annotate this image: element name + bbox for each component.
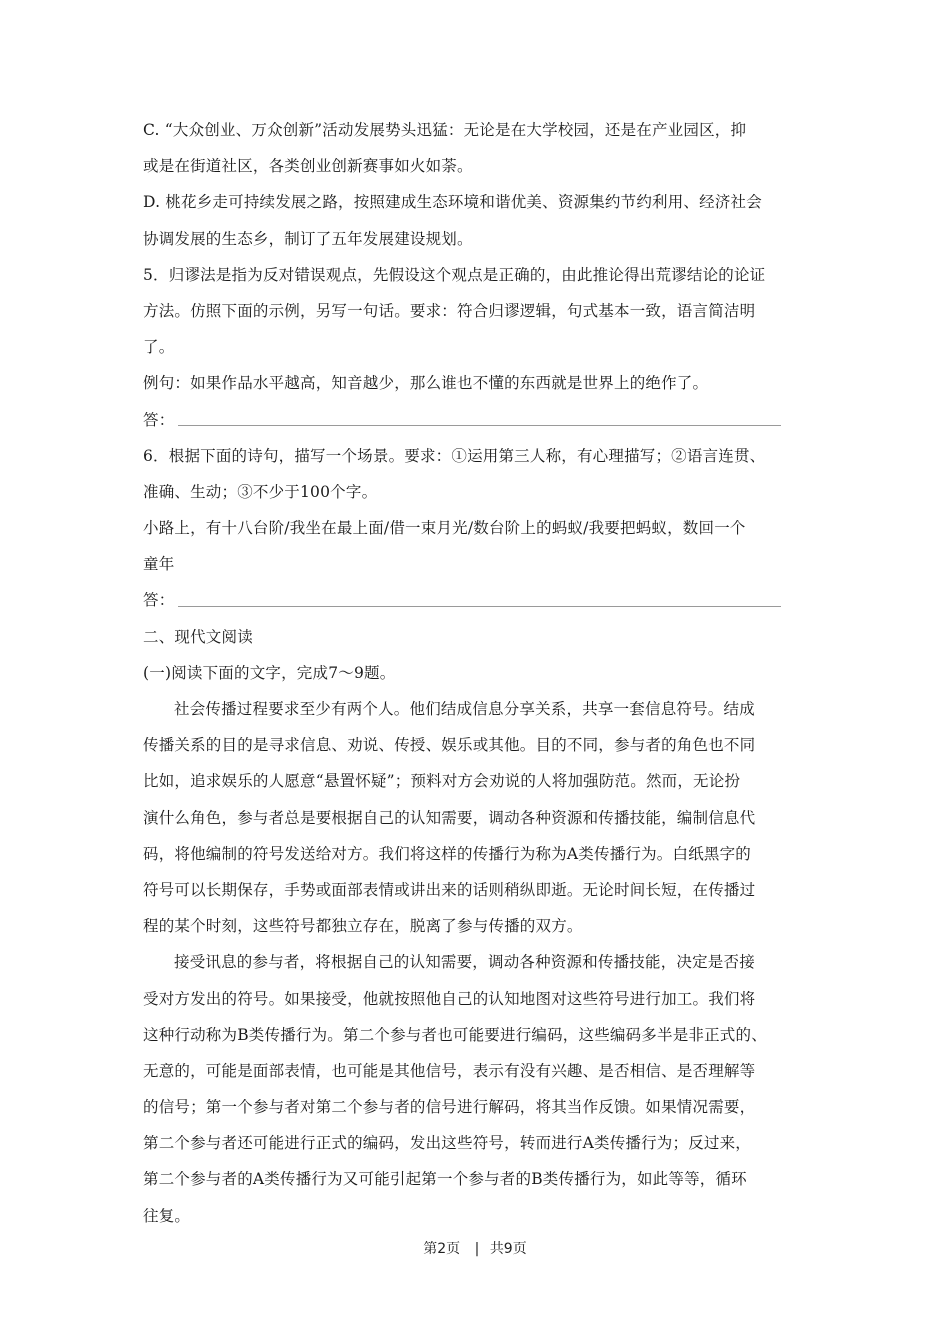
subsection-title: (一)阅读下面的文字，完成7～9题。 <box>143 663 396 682</box>
paragraph-line: 无意的，可能是面部表情，也可能是其他信号，表示有没有兴趣、是否相信、是否理解等 <box>143 1061 756 1080</box>
paragraph-line: 第二个参与者的A类传播行为又可能引起第一个参与者的B类传播行为，如此等等，循环 <box>143 1170 747 1189</box>
reading-paragraph-2 <box>143 944 809 1234</box>
answer-underline[interactable] <box>178 425 781 426</box>
answer-label: 答： <box>143 591 175 610</box>
section-title: 二、现代文阅读 <box>143 627 253 646</box>
option-d <box>143 184 809 256</box>
answer-label: 答： <box>143 410 175 429</box>
option-c <box>143 112 809 184</box>
poem-text: 童年 <box>143 555 175 574</box>
text-line: D. 桃花乡走可持续发展之路，按照建成生态环境和谐优美、资源集约节约利用、经济社会 <box>143 193 762 212</box>
question-text: 了。 <box>143 338 175 357</box>
question-text: 准确、生动；③不少于100个字。 <box>143 482 378 501</box>
paragraph-line: 码，将他编制的符号发送给对方。我们将这样的传播行为称为A类传播行为。白纸黑字的 <box>143 844 751 863</box>
paragraph-line: 的信号；第一个参与者对第二个参与者的信号进行解码，将其当作反馈。如果情况需要， <box>143 1098 756 1117</box>
section-modern-reading <box>143 619 809 1234</box>
paragraph-line: 这种行动称为B类传播行为。第二个参与者也可能要进行编码，这些编码多半是非正式的、 <box>143 1025 767 1044</box>
text-line: C. “大众创业、万众创新”活动发展势头迅猛：无论是在大学校园，还是在产业园区，抑 <box>143 121 747 139</box>
footer-separator: | <box>474 1241 480 1257</box>
paragraph-line: 程的某个时刻，这些符号都独立存在，脱离了参与传播的双方。 <box>143 917 583 936</box>
paragraph-line: 传播关系的目的是寻求信息、劝说、传授、娱乐或其他。目的不同，参与者的角色也不同 <box>143 736 756 755</box>
question-text: 方法。仿照下面的示例，另写一句话。要求：符合归谬逻辑，句式基本一致，语言简洁明 <box>143 301 756 320</box>
document-page <box>143 112 809 1234</box>
paragraph-line: 符号可以长期保存，手势或面部表情或讲出来的话则稍纵即逝。无论时间长短，在传播过 <box>143 880 756 899</box>
text-line: 协调发展的生态乡，制订了五年发展建设规划。 <box>143 229 473 248</box>
page-number-total: 共9页 <box>489 1241 527 1257</box>
answer-field[interactable] <box>143 582 809 618</box>
page-number-current: 第2页 <box>423 1241 461 1257</box>
paragraph-line: 往复。 <box>143 1206 191 1225</box>
text-line: 或是在街道社区，各类创业创新赛事如火如荼。 <box>143 157 473 176</box>
question-text: 6．根据下面的诗句，描写一个场景。要求：①运用第三人称，有心理描写；②语言连贯、 <box>143 446 766 465</box>
reading-paragraph-1 <box>143 691 809 944</box>
answer-field[interactable] <box>143 402 809 438</box>
answer-underline[interactable] <box>178 606 781 607</box>
paragraph-line: 接受讯息的参与者，将根据自己的认知需要，调动各种资源和传播技能，决定是否接 <box>174 953 755 972</box>
question-5 <box>143 257 809 438</box>
poem-text: 小路上，有十八台阶/我坐在最上面/借一束月光/数台阶上的蚂蚁/我要把蚂蚁，数回一个 <box>143 519 746 538</box>
paragraph-line: 演什么角色，参与者总是要根据自己的认知需要，调动各种资源和传播技能，编制信息代 <box>143 808 756 827</box>
paragraph-line: 比如，追求娱乐的人愿意“悬置怀疑”；预料对方会劝说的人将加强防范。然而，无论扮 <box>143 772 741 791</box>
paragraph-line: 受对方发出的符号。如果接受，他就按照他自己的认知地图对这些符号进行加工。我们将 <box>143 989 756 1008</box>
paragraph-line: 社会传播过程要求至少有两个人。他们结成信息分享关系，共享一套信息符号。结成 <box>174 700 755 718</box>
example-sentence: 例句：如果作品水平越高，知音越少，那么谁也不懂的东西就是世界上的绝作了。 <box>143 374 709 393</box>
question-text: 5．归谬法是指为反对错误观点，先假设这个观点是正确的，由此推论得出荒谬结论的论证 <box>143 265 766 284</box>
paragraph-line: 第二个参与者还可能进行正式的编码，发出这些符号，转而进行A类传播行为；反过来， <box>143 1134 751 1153</box>
question-6 <box>143 438 809 619</box>
page-footer <box>0 1238 950 1258</box>
